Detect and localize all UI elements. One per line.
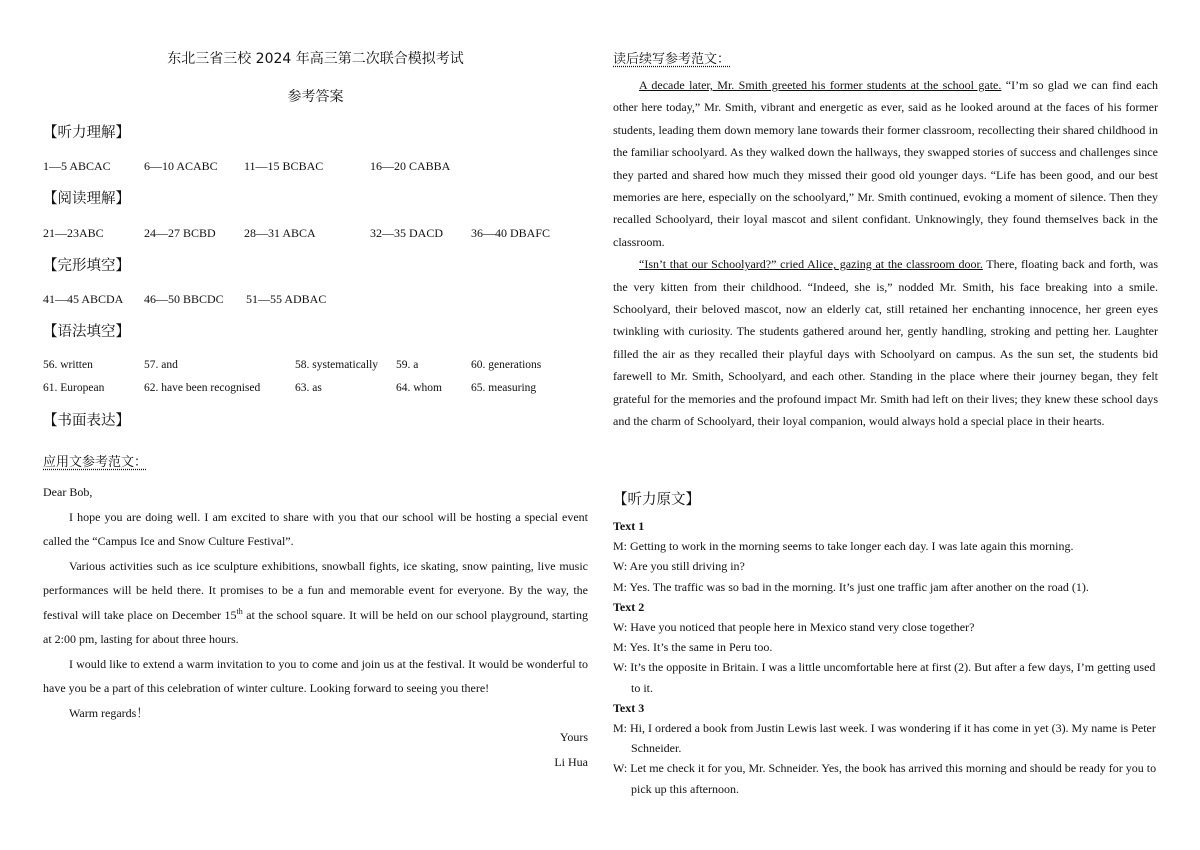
answer-item: 61. European	[43, 382, 105, 394]
transcript-line: W: Are you still driving in?	[613, 559, 745, 574]
transcript-line: M: Hi, I ordered a book from Justin Lewis last week. I was wondering if it has come in yet (3). My name is Peter Schneider.	[613, 721, 1156, 756]
transcript-line: W: Have you noticed that people here in Mexico stand very close together?	[613, 620, 975, 635]
answer-item: 62. have been recognised	[144, 382, 261, 394]
essay-paragraph: A decade later, Mr. Smith greeted his former students at the school gate. “I’m so glad we can find each other here today,” Mr. Smith, vibrant and energetic as ever, said as he looked around at the faces of his former students, leading them down memory lane towards their former classroom, recollecting their shared childhood in the familiar schoolyard. As they walked down the hallways, they swapped stories of success and challenges since they parted and shared how much they missed their good old younger days. “Life has been good, and our best memories are here, especially on the schoolyard,” Mr. Smith continued, evoking a moment of silence. Then they recalled Schoolyard, their loyal mascot and silent confidant. Unknowingly, they found themselves back in the classroom.	[613, 78, 1158, 249]
answer-item: 32—35 DACD	[370, 226, 444, 240]
transcript	[613, 516, 1158, 799]
transcript-label: Text 3	[613, 700, 645, 715]
section-cloze: 【完形填空】	[43, 258, 130, 274]
transcript-line: M: Getting to work in the morning seems to take longer each day. I was late again this morning.	[613, 539, 1074, 554]
letter-heading: 应用文参考范文：	[43, 455, 148, 470]
letter-paragraph: I would like to extend a warm invitation to you to come and join us at the festival. It would be wonderful to have you be a part of this celebration of winter culture. Looking forward to seeing you there!	[43, 656, 588, 695]
letter-signature: Li Hua	[554, 754, 588, 769]
transcript-line: W: It’s the opposite in Britain. I was a little uncomfortable here at first (2). But after a few days, I’m getting used to it.	[613, 660, 1156, 695]
answer-item: 28—31 ABCA	[244, 226, 316, 240]
answer-item: 24—27 BCBD	[144, 226, 216, 240]
answer-item: 58. systematically	[295, 359, 379, 371]
answer-item: 57. and	[144, 359, 178, 371]
transcript-line: M: Yes. The traffic was so bad in the morning. It’s just one traffic jam after another on the road (1).	[613, 579, 1089, 594]
answer-item: 59. a	[396, 359, 419, 371]
transcript-label: Text 1	[613, 519, 645, 533]
continuation-heading: 读后续写参考范文：	[613, 52, 731, 67]
answer-item: 51—55 ADBAC	[246, 292, 327, 306]
transcript-label: Text 2	[613, 599, 645, 614]
answer-item: 65. measuring	[471, 382, 537, 394]
letter-salutation: Dear Bob,	[43, 485, 93, 499]
section-reading: 【阅读理解】	[43, 191, 130, 207]
answer-item: 56. written	[43, 359, 93, 371]
answer-item: 1—5 ABCAC	[43, 159, 111, 173]
answer-item: 46—50 BBCDC	[144, 292, 224, 306]
answer-item: 41—45 ABCDA	[43, 292, 124, 306]
letter-yours: Yours	[559, 730, 588, 744]
transcript-line: M: Yes. It’s the same in Peru too.	[613, 640, 773, 655]
letter-paragraph: I hope you are doing well. I am excited to share with you that our school will be hosting a special event called the “Campus Ice and Snow Culture Festival”.	[43, 509, 588, 548]
section-listening: 【听力理解】	[43, 125, 130, 141]
answer-item: 63. as	[295, 382, 322, 394]
answer-item: 16—20 CABBA	[370, 159, 451, 173]
letter-closing: Warm regards！	[69, 705, 149, 720]
answer-item: 6—10 ACABC	[144, 159, 218, 173]
answer-item: 21—23ABC	[43, 226, 104, 240]
answer-item: 36—40 DBAFC	[471, 226, 551, 240]
sample-letter	[43, 480, 588, 774]
page-title: 东北三省三校 2024 年高三第二次联合模拟考试	[167, 51, 464, 67]
section-writing: 【书面表达】	[43, 413, 130, 429]
answer-item: 64. whom	[396, 382, 442, 394]
answer-item: 11—15 BCBAC	[244, 159, 324, 173]
section-grammar: 【语法填空】	[43, 324, 130, 340]
answer-item: 60. generations	[471, 359, 542, 371]
transcript-line: W: Let me check it for you, Mr. Schneider. Yes, the book has arrived this morning and should be ready for you to pick up this afternoon.	[613, 761, 1157, 796]
page-subtitle: 参考答案	[287, 89, 344, 105]
transcript-heading: 【听力原文】	[613, 492, 700, 508]
continuation-essay	[613, 74, 1158, 433]
letter-paragraph: Various activities such as ice sculpture exhibitions, snowball fights, ice skating, snow painting, live music performances will be held there. It promises to be a fun and memorable event for everyone. By the way, the festival will take place on December 15th at the school square. It will be held on our school playground, starting at 2:00 pm, lasting for about three hours.	[43, 558, 588, 646]
essay-paragraph: “Isn’t that our Schoolyard?” cried Alice, gazing at the classroom door. There, floating back and forth, was the very kitten from their childhood. “Indeed, she is,” nodded Mr. Smith, his face breaking into a smile. Schoolyard, their beloved mascot, now an elderly cat, still retained her enchanting innocence, her green eyes twinkling with curiosity. The students gathered around her, gently handling, stroking and petting her. Laughter filled the air as they recalled their playful days with Schoolyard on campus. As the sun set, the students bid farewell to Mr. Smith, Schoolyard, and each other. Standing in the place where their journey began, they felt grateful for the memories and the profound impact Mr. Smith had left on their lives; they knew these school days and the charm of Schoolyard, their loyal companion, would always hold a special place in their hearts.	[613, 257, 1158, 429]
